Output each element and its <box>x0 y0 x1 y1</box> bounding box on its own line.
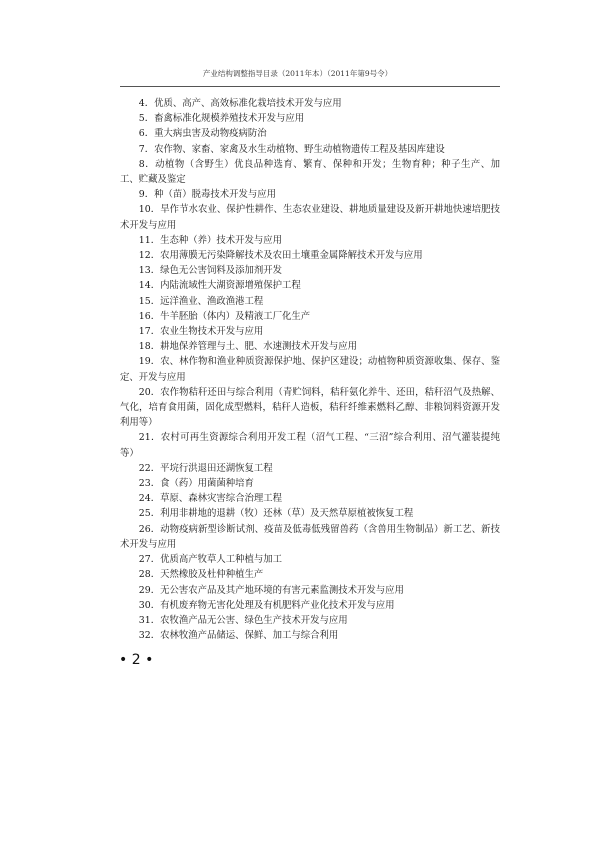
catalog-item: 17．农业生物技术开发与应用 <box>138 326 264 338</box>
catalog-item: 14．内陆流域性大湖资源增殖保护工程 <box>138 280 301 292</box>
catalog-item: 24．草原、森林灾害综合治理工程 <box>138 493 282 505</box>
catalog-item: 11．生态种（养）技术开发与应用 <box>138 234 282 246</box>
catalog-item: 32．农林牧渔产品储运、保鲜、加工与综合利用 <box>138 630 339 642</box>
catalog-item: 31．农牧渔产品无公害、绿色生产技术开发与应用 <box>138 614 348 626</box>
catalog-item-list <box>120 96 500 643</box>
catalog-item: 25．利用非耕地的退耕（牧）还林（草）及天然草原植被恢复工程 <box>138 508 414 520</box>
catalog-item: 27．优质高产牧草人工种植与加工 <box>138 554 282 566</box>
catalog-item: 16．牛羊胚胎（体内）及精液工厂化生产 <box>138 310 311 322</box>
catalog-item: 4．优质、高产、高效标准化栽培技术开发与应用 <box>138 98 342 109</box>
catalog-item: 29．无公害农产品及其产地环境的有害元素监测技术开发与应用 <box>138 584 404 596</box>
catalog-item: 21．农村可再生资源综合利用开发工程（沼气工程、“三沼”综合利用、沼气灌装提纯等） <box>120 432 500 459</box>
catalog-item: 13．绿色无公害饲料及添加剂开发 <box>138 265 282 277</box>
catalog-item: 8．动植物（含野生）优良品种选育、繁育、保种和开发；生物育种；种子生产、加工、贮藏及鉴定 <box>120 158 500 186</box>
catalog-item: 10．旱作节水农业、保护性耕作、生态农业建设、耕地质量建设及新开耕地快速培肥技术开发与应用 <box>120 204 500 231</box>
catalog-item: 22．平垸行洪退田还湖恢复工程 <box>138 462 273 474</box>
catalog-item: 7．农作物、家畜、家禽及水生动植物、野生动植物遗传工程及基因库建设 <box>138 143 445 155</box>
catalog-item: 9．种（苗）脱毒技术开发与应用 <box>138 189 277 201</box>
catalog-item: 20．农作物秸秆还田与综合利用（青贮饲料，秸秆氨化养牛、还田，秸秆沼气及热解、气化，培育食用菌，固化成型燃料，秸秆人造板，秸秆纤维素燃料乙醇、非粮饲料资源开发利用等） <box>120 386 500 429</box>
catalog-item: 19．农、林作物和渔业种质资源保护地、保护区建设；动植物种质资源收集、保存、鉴定、开发与应用 <box>120 356 500 383</box>
page-number: • 2 • <box>119 652 154 668</box>
catalog-item: 28．天然橡胶及杜仲种植生产 <box>138 569 264 581</box>
running-header: 产业结构调整指导目录（2011年本）（2011年第9号令） <box>202 69 393 78</box>
catalog-item: 15．远洋渔业、渔政渔港工程 <box>138 295 264 307</box>
catalog-item: 23．食（药）用菌菌种培育 <box>138 478 254 490</box>
catalog-item: 5．畜禽标准化规模养殖技术开发与应用 <box>138 113 305 125</box>
catalog-item: 30．有机废弃物无害化处理及有机肥料产业化技术开发与应用 <box>138 599 395 611</box>
catalog-item: 12．农用薄膜无污染降解技术及农田土壤重金属降解技术开发与应用 <box>138 250 423 262</box>
catalog-item: 26．动物疫病新型诊断试剂、疫苗及低毒低残留兽药（含兽用生物制品）新工艺、新技术开发与应用 <box>120 523 500 550</box>
catalog-item: 6．重大病虫害及动物疫病防治 <box>138 128 267 140</box>
catalog-item: 18．耕地保养管理与土、肥、水速测技术开发与应用 <box>138 341 357 353</box>
header-divider <box>120 86 500 87</box>
